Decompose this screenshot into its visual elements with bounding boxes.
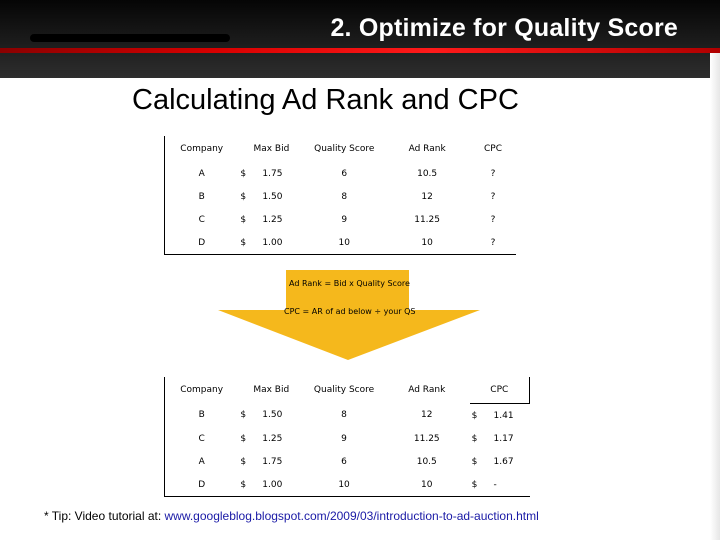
ad-rank-cell: 11.25 bbox=[414, 214, 440, 225]
tip-prefix: * Tip: Video tutorial at: bbox=[44, 509, 165, 523]
column-header: Company bbox=[180, 385, 224, 396]
currency-cell: $ bbox=[240, 410, 247, 421]
cpc-cell: ? bbox=[490, 191, 496, 202]
quality-score-cell: 6 bbox=[341, 456, 347, 467]
header-bar bbox=[0, 0, 720, 78]
slide-title: Calculating Ad Rank and CPC bbox=[132, 84, 519, 116]
company-cell: B bbox=[198, 191, 205, 202]
header-red-stripe bbox=[0, 48, 720, 53]
column-header: CPC bbox=[484, 144, 503, 154]
ad-rank-cell: 12 bbox=[421, 191, 433, 202]
table-row bbox=[165, 208, 517, 231]
currency-cell: $ bbox=[240, 214, 247, 225]
tip-text bbox=[44, 509, 539, 523]
cpc-currency-cell: $ bbox=[471, 410, 478, 421]
table-row bbox=[165, 231, 517, 255]
company-cell: C bbox=[198, 433, 205, 444]
ad-rank-cell: 12 bbox=[421, 410, 433, 421]
table-header-row bbox=[165, 136, 517, 162]
right-edge-shadow bbox=[710, 53, 720, 540]
cpc-cell: - bbox=[493, 479, 497, 490]
ad-rank-cell: 10 bbox=[421, 237, 433, 248]
ad-rank-cell: 10.5 bbox=[416, 456, 437, 467]
table-row bbox=[165, 450, 530, 473]
quality-score-cell: 6 bbox=[341, 168, 348, 179]
company-cell: D bbox=[198, 237, 206, 248]
cpc-formula: CPC = AR of ad below ÷ your QS bbox=[284, 307, 416, 316]
max-bid-cell: 1.75 bbox=[262, 456, 283, 467]
column-header: Quality Score bbox=[313, 385, 375, 396]
ad-rank-formula: Ad Rank = Bid x Quality Score bbox=[289, 279, 410, 288]
company-cell: A bbox=[198, 168, 205, 179]
quality-score-cell: 10 bbox=[338, 237, 350, 248]
quality-score-cell: 9 bbox=[341, 214, 348, 225]
table-row bbox=[165, 185, 517, 208]
column-header: Ad Rank bbox=[408, 144, 446, 154]
cpc-currency-cell: $ bbox=[471, 456, 478, 467]
column-header: Ad Rank bbox=[408, 385, 446, 396]
cpc-currency-cell: $ bbox=[471, 433, 478, 444]
max-bid-cell: 1.25 bbox=[262, 433, 283, 444]
quality-score-cell: 8 bbox=[341, 191, 348, 202]
ad-rank-cell: 11.25 bbox=[413, 433, 440, 444]
header-decoration bbox=[30, 34, 230, 42]
max-bid-cell: 1.75 bbox=[262, 168, 283, 179]
max-bid-cell: 1.50 bbox=[262, 191, 283, 202]
table-row bbox=[165, 427, 530, 450]
max-bid-cell: 1.00 bbox=[262, 479, 283, 490]
quality-score-cell: 8 bbox=[341, 410, 347, 421]
max-bid-cell: 1.50 bbox=[262, 410, 283, 421]
company-cell: B bbox=[198, 410, 205, 421]
column-header: Max Bid bbox=[253, 144, 290, 154]
currency-cell: $ bbox=[240, 191, 247, 202]
table-row bbox=[165, 162, 517, 185]
column-header: Company bbox=[180, 144, 224, 154]
header-title: 2. Optimize for Quality Score bbox=[330, 14, 678, 42]
max-bid-cell: 1.25 bbox=[262, 214, 283, 225]
table-row bbox=[165, 473, 530, 497]
ad-rank-cell: 10.5 bbox=[417, 168, 438, 179]
quality-score-cell: 9 bbox=[341, 433, 347, 444]
bid-table bbox=[164, 136, 516, 255]
currency-cell: $ bbox=[240, 237, 247, 248]
cpc-cell: ? bbox=[490, 214, 496, 225]
result-table bbox=[164, 377, 530, 497]
currency-cell: $ bbox=[240, 456, 247, 467]
cpc-cell: 1.41 bbox=[493, 410, 514, 421]
max-bid-cell: 1.00 bbox=[262, 237, 283, 248]
currency-cell: $ bbox=[240, 433, 247, 444]
quality-score-cell: 10 bbox=[338, 479, 350, 490]
currency-cell: $ bbox=[240, 479, 247, 490]
cpc-cell: ? bbox=[490, 168, 496, 179]
company-cell: C bbox=[198, 214, 205, 225]
company-cell: D bbox=[198, 479, 206, 490]
cpc-cell: ? bbox=[490, 237, 496, 248]
tutorial-link[interactable]: www.googleblog.blogspot.com/2009/03/introduction-to-ad-auction.html bbox=[164, 509, 539, 523]
cpc-cell: 1.67 bbox=[493, 456, 514, 467]
cpc-currency-cell: $ bbox=[471, 479, 478, 490]
column-header: Quality Score bbox=[314, 144, 375, 154]
ad-rank-cell: 10 bbox=[421, 479, 433, 490]
currency-cell: $ bbox=[240, 168, 247, 179]
table-row bbox=[165, 404, 530, 428]
cpc-cell: 1.17 bbox=[493, 433, 514, 444]
table-header-row bbox=[165, 377, 530, 404]
column-header: CPC bbox=[470, 377, 530, 404]
company-cell: A bbox=[198, 456, 205, 467]
column-header: Max Bid bbox=[253, 385, 290, 396]
